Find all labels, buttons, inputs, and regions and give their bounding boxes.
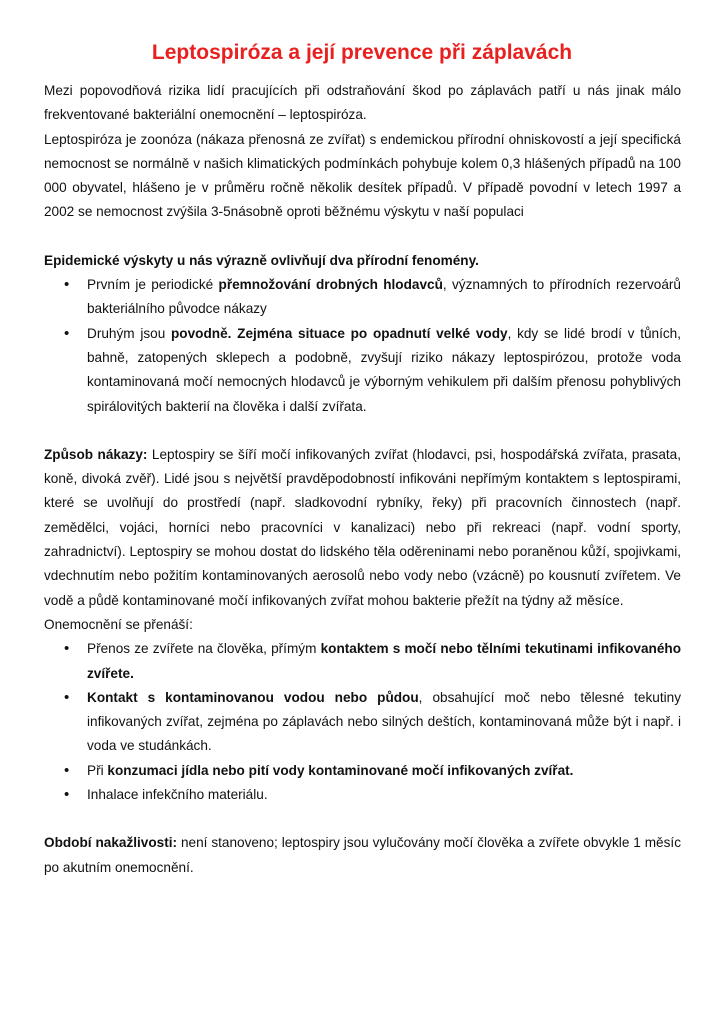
spread-intro: Onemocnění se přenáší: <box>44 616 193 632</box>
list-item <box>44 686 681 759</box>
item-text: Druhým jsou <box>87 325 171 341</box>
list-item <box>44 783 681 807</box>
contagious-label: Období nakažlivosti: <box>44 835 178 851</box>
list-item <box>44 273 681 322</box>
item-text: , kdy se lidé brodí v tůních, bahně, zatopených sklepech a podobně, zvyšují riziko nákazy leptospirózou, protože voda kontaminovaná močí nemocných hlodavců je výborným vehikulem při dalším přenosu pohyblivých spirálovitých bakterií na člověka i další zvířata. <box>87 325 682 414</box>
item-emphasis: přemnožování drobných hlodavců <box>218 277 443 293</box>
item-emphasis: Kontakt s kontaminovanou vodou nebo půdou <box>87 689 419 705</box>
item-text: Přenos ze zvířete na člověka, přímým <box>87 641 321 657</box>
item-text: , obsahující moč nebo tělesné tekutiny infikovaných zvířat, zejména po záplavách nebo silných deštích, kontaminovaná může být i např. i voda ve studánkách. <box>87 689 681 754</box>
spacer <box>44 807 681 831</box>
item-emphasis: konzumaci jídla nebo pití vody kontaminované močí infikovaných zvířat. <box>107 762 574 778</box>
transmission-label: Způsob nákazy: <box>44 446 148 462</box>
contagious-text: není stanoveno; leptospiry jsou vylučovány močí člověka a zvířete obvykle 1 měsíc po akutním onemocnění. <box>44 835 681 875</box>
spacer <box>44 225 681 249</box>
document-body <box>44 79 681 880</box>
transmission-text: Leptospiry se šíří močí infikovaných zvířat (hlodavci, psi, hospodářská zvířata, prasata, koně, divoká zvěř). Lidé jsou s největší pravděpodobností infikováni nepřímým kontaktem s leptospirami, které se uvolňují do prostředí (např. sladkovodní rybníky, řeky) při pracovních činnostech (např. zemědělci, vojáci, horníci nebo pracovníci v kanalizaci) nebo při rekreaci (např. vodní sporty, zahradnictví). Leptospiry se mohou dostat do lidského těla oděreninami nebo poraněnou kůží, spojivkami, vdechnutím nebo požitím kontaminovaných aerosolů nebo vody nebo (vzácně) po kousnutí zvířetem. Ve vodě a půdě kontaminované močí infikovaných zvířat mohou bakterie přežít na týdny až měsíce. <box>44 446 681 608</box>
epidemic-heading-text: Epidemické výskyty u nás výrazně ovlivňují dva přírodní fenomény. <box>44 252 479 268</box>
item-emphasis: povodně. Zejména situace po opadnutí velké vody <box>171 325 508 341</box>
contagious-paragraph <box>44 831 681 880</box>
document-title: Leptospiróza a její prevence při záplavách <box>151 41 573 64</box>
list-item <box>44 637 681 686</box>
transmission-paragraph <box>44 443 681 613</box>
list-item <box>44 322 681 419</box>
epidemic-heading <box>44 249 681 273</box>
spacer <box>44 419 681 443</box>
epidemic-list <box>44 273 681 419</box>
list-item <box>44 759 681 783</box>
spread-list <box>44 637 681 807</box>
item-text: Prvním je periodické <box>87 277 219 293</box>
item-text: Inhalace infekčního materiálu. <box>87 787 268 803</box>
item-text: Při <box>87 762 108 778</box>
item-text: , významných to přírodních rezervoárů bakteriálního původce nákazy <box>87 277 681 317</box>
intro-paragraph-2: Leptospiróza je zoonóza (nákaza přenosná ze zvířat) s endemickou přírodní ohniskovostí a její specifická nemocnost se normálně v našich klimatických podmínkách pohybuje kolem 0,3 hlášených případů na 100 000 obyvatel, hlášeno je v průměru ročně několik desítek případů. V případě povodní v letech 1997 a 2002 se nemocnost zvýšila 3-5násobně oproti běžnému výskytu v naší populaci <box>44 131 681 220</box>
item-emphasis: kontaktem s močí nebo tělními tekutinami infikovaného zvířete. <box>87 641 681 681</box>
intro-paragraph-1: Mezi popovodňová rizika lidí pracujících při odstraňování škod po záplavách patří u nás jinak málo frekventované bakteriální onemocnění – leptospiróza. <box>44 83 681 123</box>
